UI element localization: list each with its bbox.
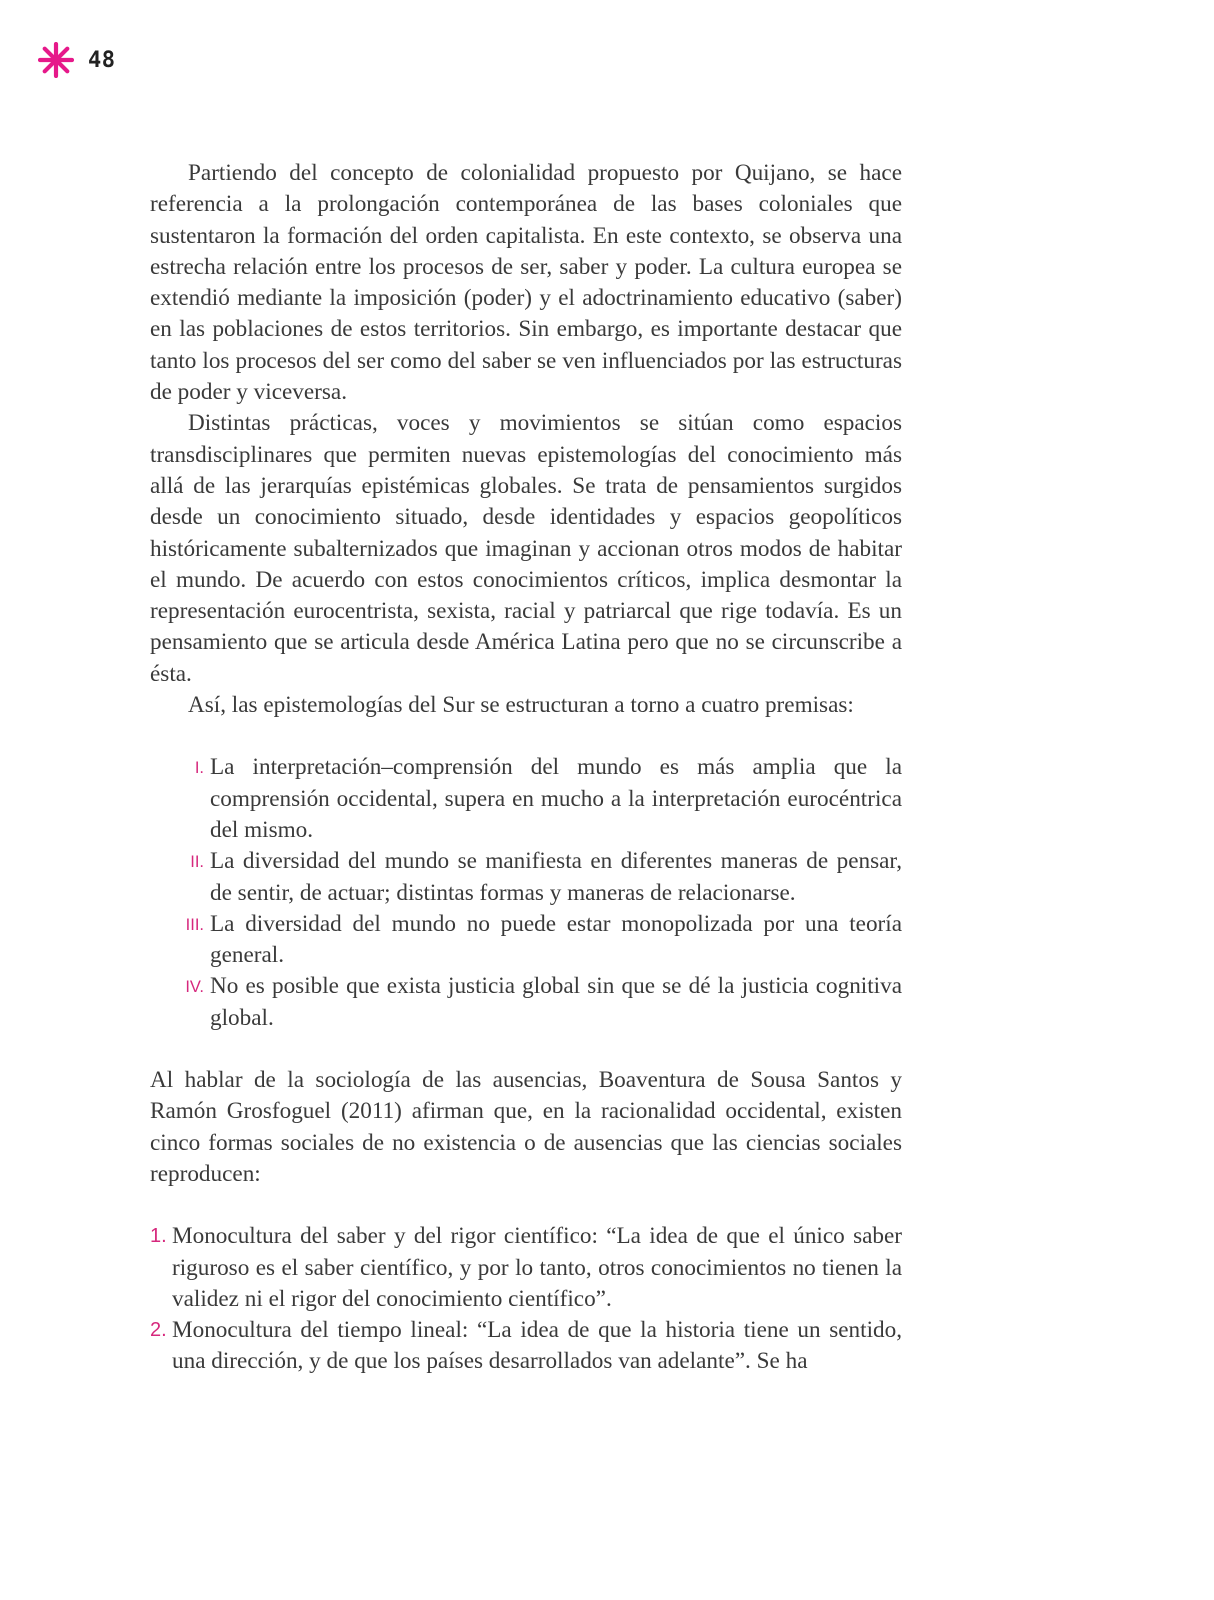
list-item xyxy=(185,971,902,1034)
list-item xyxy=(150,1221,902,1315)
premisas-list xyxy=(150,752,902,1034)
paragraph-ausencias: Al hablar de la sociología de las ausencias, Boaventura de Sousa Santos y Ramón Grosfoguel (2011) afirman que, en la racionalidad occidental, existen cinco formas sociales de no existencia o de ausencias que las ciencias sociales reproducen: xyxy=(150,1067,902,1187)
list-item xyxy=(150,1315,902,1378)
list-marker: I. xyxy=(194,759,204,778)
list-item xyxy=(185,909,902,972)
list-item-text: La interpretación–comprensión del mundo es más amplia que la comprensión occidental, supera en mucho a la interpretación eurocéntrica del mismo. xyxy=(210,754,902,843)
body-text xyxy=(150,158,902,1378)
list-item-text: La diversidad del mundo no puede estar monopolizada por una teoría general. xyxy=(210,910,902,969)
list-item-text: Monocultura del tiempo lineal: “La idea de que la historia tiene un sentido, una dirección, y de que los países desarrollados van adelante”. Se ha xyxy=(172,1317,902,1375)
list-item xyxy=(194,752,902,846)
list-item-text: Monocultura del saber y del rigor científico: “La idea de que el único saber riguroso es el saber científico, y por lo tanto, otros conocimientos no tienen la validez ni el rigor del conocimiento científico”. xyxy=(172,1223,902,1312)
list-item xyxy=(190,846,902,909)
asterisk-icon xyxy=(38,42,74,78)
paragraph-practicas: Distintas prácticas, voces y movimientos se sitúan como espacios transdisciplinares que permiten nuevas epistemologías del conocimiento más allá de las jerarquías epistémicas globales. Se trata de pensamientos surgidos desde un conocimiento situado, desde identidades y espacios geopolíticos históricamente subalternizados que imaginan y accionan otros modos de habitar el mundo. De acuerdo con estos conocimientos críticos, implica desmontar la representación eurocentrista, sexista, racial y patriarcal que rige todavía. Es un pensamiento que se articula desde América Latina pero que no se circunscribe a ésta. xyxy=(150,410,902,687)
page-header xyxy=(38,42,116,78)
page-number: 48 xyxy=(88,47,116,73)
list-marker: IV. xyxy=(185,978,204,997)
list-marker: 1. xyxy=(150,1225,167,1248)
list-marker: II. xyxy=(190,853,204,872)
ausencias-list xyxy=(150,1221,902,1377)
paragraph-colonialidad: Partiendo del concepto de colonialidad propuesto por Quijano, se hace referencia a la prolongación contemporánea de las bases coloniales que sustentaron la formación del orden capitalista. En este contexto, se observa una estrecha relación entre los procesos de ser, saber y poder. La cultura europea se extendió mediante la imposición (poder) y el adoctrinamiento educativo (saber) en las poblaciones de estos territorios. Sin embargo, es importante destacar que tanto los procesos del ser como del saber se ven influenciados por las estructuras de poder y viceversa. xyxy=(150,160,902,406)
list-marker: III. xyxy=(185,915,204,934)
list-item-text: No es posible que exista justicia global sin que se dé la justicia cognitiva global. xyxy=(210,973,902,1031)
list-marker: 2. xyxy=(150,1319,167,1342)
list-item-text: La diversidad del mundo se manifiesta en diferentes maneras de pensar, de sentir, de actuar; distintas formas y maneras de relacionarse. xyxy=(210,848,902,906)
paragraph-premisas-intro: Así, las epistemologías del Sur se estructuran a torno a cuatro premisas: xyxy=(188,692,854,719)
